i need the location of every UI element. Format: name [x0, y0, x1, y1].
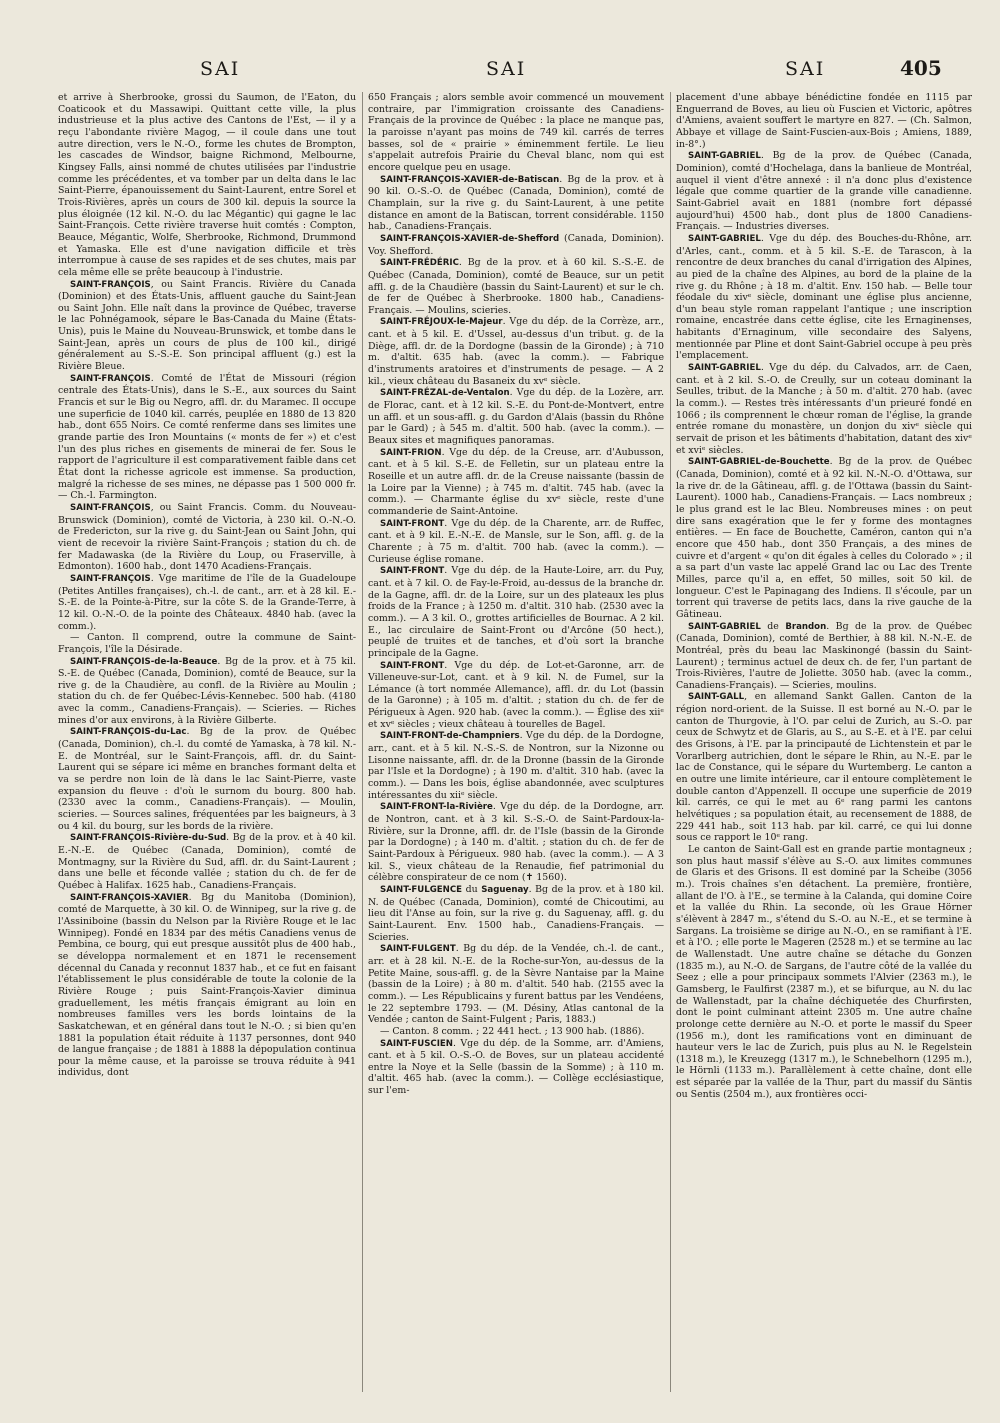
entry-headword: SAINT-FRÉJOUX-le-Majeur	[380, 317, 503, 328]
dictionary-entry	[58, 373, 356, 502]
entry-text: . Vge du dép. du Calvados, arr. de Caen, cant. et à 2 kil. S.-O. de Creully, sur un coteau dominant la Seulles, tribut. de la Manche ; à 50 m. d'altit. 270 hab. (avec la comm.). — Restes très intéressants d'un prieuré fondé en 1066 ; ils comprennent le chœur roman de l'église, la grande entrée romane du monastère, un donjon du xivᵉ siècle qui servait de prison et les bâtiments d'habitation, datant des xivᵉ et xviᵉ siècles.	[676, 362, 972, 456]
entry-text: . Bg du Manitoba (Dominion), comté de Marquette, à 30 kil. O. de Winnipeg, sur la rive g. de l'Assiniboine (bassin du Nelson par la Rivière Rouge et le lac Winnipeg). Fondé en 1834 par des métis Canadiens venus de Pembina, ce bourg, qui eut presque aussitôt plus de 400 hab., se développa normalement et en 1871 le recensement décennal du Canada y reconnut 1837 hab., et ce fut en faisant l'établissement le plus considérable de toute la colonie de la Rivière Rouge ; puis Saint-François-Xavier diminua graduellement, les métis français émigrant au loin en nombreuses familles vers les bords lointains de la Saskatchewan, et en général dans tout le N.-O. ; si bien qu'en 1881 la population était réduite à 1137 personnes, dont 940 de langue française ; de 1881 à 1888 la dépopulation continua pour la même cause, et la paroisse se trouva réduite à 941 individus, dont	[58, 891, 356, 1079]
dictionary-entry	[676, 691, 972, 844]
entry-headword: SAINT-GABRIEL	[688, 621, 761, 632]
dictionary-entry	[58, 832, 356, 891]
entry-headword: SAINT-GABRIEL	[688, 233, 761, 244]
entry-text: . Vge du dép. de la Corrèze, arr., cant. et à 5 kil. E. d'Ussel, au-dessus d'un tribut. g. de la Diège, affl. dr. de la Dordogne (bassin de la Gironde) ; à 710 m. d'altit. 635 hab. (avec la comm.). — Fabrique d'instruments aratoires et d'instruments de pesage. — A 2 kil., vieux château du Basaneix du xvᵉ siècle.	[368, 316, 664, 387]
dictionary-entry	[58, 656, 356, 727]
dictionary-entry	[368, 316, 664, 387]
entry-text: . Vge du dép. de la Creuse, arr. d'Aubusson, cant. et à 5 kil. S.-E. de Felletin, sur un plateau entre la Roseille et un autre affl. dr. de la Creuse naissante (bassin de la Loire par la Vienne) ; à 745 m. d'altit. 745 hab. (avec la comm.). — Charmante église du xvᵉ siècle, reste d'une commanderie de Saint-Antoine.	[368, 446, 664, 517]
entry-text: placement d'une abbaye bénédictine fondée en 1115 par Enguerrand de Boves, au lieu où Fuscien et Victoric, apôtres d'Amiens, avaient souffert le martyre en 827. — (Ch. Salmon, Abbaye et village de Saint-Fuscien-aux-Bois ; Amiens, 1889, in-8°.)	[676, 92, 972, 150]
entry-connector: du	[462, 883, 482, 895]
dictionary-entry	[58, 892, 356, 1080]
entry-headword: SAINT-FRANÇOIS	[70, 373, 151, 384]
entry-text: . Bg de la prov. de Québec (Canada, Dominion), comté et à 92 kil. N.-N.-O. d'Ottawa, sur la rive dr. de la Gâtineau, affl. g. de l'Ottawa (bassin du Saint-Laurent). 1000 hab., Canadiens-Français. — Lacs nombreux ; le plus grand est le lac Bleu. Nombreuses mines : on peut dire sans exagération que le fer y forme des montagnes entières. — En face de Bouchette, Caméron, canton qui n'a encore que 450 hab., dont 350 Français, a des mines de cuivre et d'argent « qu'on dit égales à celles du Colorado » ; il a sa part d'un vaste lac appelé Grand lac ou Lac des Trente Milles, parce qu'il a, en effet, 50 milles, soit 50 kil. de longueur. C'est le Papinagang des Indiens. Il s'écoule, par un torrent qui traverse de petits lacs, dans la rive gauche de la Gâtineau.	[676, 456, 972, 620]
column-rule	[670, 92, 671, 1392]
entry-text: . Bg de la prov. de Québec (Canada, Dominion), ch.-l. du comté de Yamaska, à 78 kil. N.-E. de Montréal, sur le Saint-François, affl. dr. du Saint-Laurent qui se sépare ici même en branches formant delta et va se perdre non loin de là dans le lac Saint-Pierre, vaste expansion du fleuve : d'où le surnom du bourg. 800 hab. (2330 avec la comm., Canadiens-Français). — Moulin, scieries. — Sources salines, fréquentées par les baigneurs, à 3 ou 4 kil. du bourg, sur les bords de la rivière.	[58, 726, 356, 832]
entry-text: . Bg de la prov. de Québec (Canada, Dominion), comté d'Hochelaga, dans la banlieue de Montréal, auquel il vient d'être annexé : il n'a donc plus d'existence légale que comme quartier de la grande ville canadienne. Saint-Gabriel avait en 1881 (nombre fort dépassé aujourd'hui) 4500 hab., dont plus de 1800 Canadiens-Français. — Industries diverses.	[676, 150, 972, 233]
entry-headword: SAINT-FUSCIEN	[380, 1038, 453, 1049]
dictionary-entry	[368, 884, 664, 943]
entry-headword: SAINT-GABRIEL-de-Bouchette	[688, 457, 830, 468]
entry-text: . Vge du dép. de la Haute-Loire, arr. du Puy, cant. et à 7 kil. O. de Fay-le-Froid, au-dessus de la branche dr. de la Gagne, affl. dr. de la Loire, sur un des plateaux les plus froids de la France ; à 1250 m. d'altit. 310 hab. (2530 avec la comm.). — A 3 kil. O., grottes artificielles de Bournac. A 2 kil. E., lac circulaire de Saint-Front ou d'Arcône (50 hect.), peuplé de truites et de tanches, et d'où sort la branche principale de la Gagne.	[368, 565, 664, 659]
dictionary-entry	[676, 233, 972, 362]
dictionary-entry	[368, 518, 664, 566]
entry-headword: SAINT-FRÉDÉRIC	[380, 258, 459, 269]
entry-headword: SAINT-GABRIEL	[688, 363, 761, 374]
entry-headword: SAINT-FRANÇOIS	[70, 279, 151, 290]
entry-headword: SAINT-GABRIEL	[688, 151, 761, 162]
dictionary-entry	[368, 174, 664, 233]
dictionary-entry	[676, 362, 972, 456]
entry-continuation	[676, 92, 972, 150]
column-rule	[362, 92, 363, 1392]
entry-text: , en allemand Sankt Gallen. Canton de la région nord-orient. de la Suisse. Il est borné au N.-O. par le canton de Thurgovie, à l'O. par celui de Zurich, au S.-O. par ceux de Schwytz et de Glaris, au S., au S.-E. et à l'E. par celui des Grisons, à l'E. par la principauté de Lichtenstein et par le Vorarlberg autrichien, dont le sépare le Rhin, au N.-E. par le lac de Constance, qui le sépare du Wurtemberg. Le canton a en outre une limite intérieure, car il entoure complètement le double canton d'Appenzell. Il occupe une superficie de 2019 kil. carrés, ce qui le met au 6ᵉ rang parmi les cantons helvétiques ; sa population était, au recensement de 1888, de 229 441 hab., soit 113 hab. par kil. carré, ce qui lui donne sous ce rapport le 10ᵉ rang.	[676, 691, 972, 844]
dictionary-entry	[368, 233, 664, 257]
entry-text: . Vge du dép. de la Dordogne, arr., cant. et à 5 kil. N.-S.-S. de Nontron, sur la Nizonne ou Lisonne naissante, affl. dr. de la Dronne (bassin de la Gironde par l'Isle et la Dordogne) ; à 190 m. d'altit. 310 hab. (avec la comm.). — Dans les bois, église abandonnée, avec sculptures intéressantes du xiiᵉ siècle.	[368, 730, 664, 801]
dictionary-entry	[368, 801, 664, 884]
entry-headword: SAINT-FULGENT	[380, 944, 456, 955]
page-number: 405	[900, 56, 942, 80]
entry-text: . Comté de l'État de Missouri (région centrale des États-Unis), dans le S.-E., aux sources du Saint Francis et sur le Big ou Negro, affl. dr. du Maramec. Il occupe une superficie de 1040 kil. carrés, peuplée en 1880 de 13 820 hab., dont 655 Noirs. Ce comté renferme dans ses limites une grande partie des Iron Mountains (« monts de fer ») et c'est l'un des plus riches en gisements de minerai de fer. Sous le rapport de l'agriculture il est comparativement faible dans cet État dont la richesse agricole est immense. Sa production, malgré la richesse de ses mines, ne dépasse pas 1 500 000 fr. — Ch.-l. Farmington.	[58, 372, 356, 502]
entry-text: . Bg de la prov. de Québec (Canada, Dominion), comté de Berthier, à 88 kil. N.-N.-E. de Montréal, près du beau lac Maskinongé (bassin du Saint-Laurent) ; terminus actuel de deux ch. de fer, l'un partant de Trois-Rivières, l'autre de Joliette. 3050 hab. (avec la comm., Canadiens-Français). — Scieries, moulins.	[676, 620, 972, 691]
entry-headword: SAINT-FRONT-de-Champniers	[380, 731, 520, 742]
entry-headword: SAINT-FRONT	[380, 566, 445, 577]
running-head-left: SAI	[200, 58, 241, 80]
entry-text: (Canada, Dominion). Voy. Shefford.	[368, 232, 664, 257]
dictionary-entry	[368, 660, 664, 731]
dictionary-entry	[368, 257, 664, 316]
entry-headword-qualifier: Saguenay	[481, 884, 529, 895]
text-column-right	[676, 92, 972, 1392]
text-column-middle	[368, 92, 664, 1392]
entry-text: . Vge du dép. de la Lozère, arr. de Florac, cant. et à 12 kil. S.-E. du Pont-de-Montvert, entre un affl. et un sous-affl. g. du Gardon d'Alais (bassin du Rhône par le Gard) ; à 545 m. d'altit. 500 hab. (avec la comm.). — Beaux sites et magnifiques panoramas.	[368, 387, 664, 447]
entry-text: . Vge du dép. de la Charente, arr. de Ruffec, cant. et à 9 kil. E.-N.-E. de Mansle, sur le Son, affl. g. de la Charente ; à 75 m. d'altit. 700 hab. (avec la comm.). — Curieuse église romane.	[368, 517, 664, 565]
entry-text: Le canton de Saint-Gall est en grande partie montagneux ; son plus haut massif s'élève au S.-O. aux limites communes de Glaris et des Grisons. Il est dominé par la Scheibe (3056 m.). Trois chaînes s'en détachent. La première, frontière, allant de l'O. à l'E., se termine à la Calanda, qui domine Coire et la vallée du Rhin. La seconde, où les Graue Hörner s'élèvent à 2847 m., s'étend du S.-O. au N.-E., et se termine à Sargans. La troisième se dirige au N.-O., en se ramifiant à l'E. et à l'O. ; elle porte le Mageren (2528 m.) et se termine au lac de Wallenstadt. Une autre chaîne se détache du Gonzen (1835 m.), au N.-O. de Sargans, de l'autre côté de la vallée du Seez ; elle a pour principaux sommets l'Alvier (2363 m.), le Gamsberg, le Faulfirst (2387 m.), et se bifurque, au N. du lac de Wallenstadt, par la chaîne déchiquetée des Churfirsten, dont le point culminant atteint 2305 m. Une autre chaîne prolonge cette dernière au N.-O. et porte le massif du Speer (1956 m.), dont les ramifications vont en diminuant de hauteur vers le lac de Zurich, puis plus au N. le Regelstein (1318 m.), le Kreuzegg (1317 m.), le Schnebelhorn (1295 m.), le Hörnli (1133 m.). Parallèlement à cette chaîne, dont elle est séparée par la vallée de la Thur, part du massif du Säntis ou Sentis (2504 m.), aux frontières occi-	[676, 844, 972, 1100]
dictionary-entry	[58, 573, 356, 632]
entry-text: — Canton. 8 comm. ; 22 441 hect. ; 13 900 hab. (1886).	[380, 1025, 645, 1037]
entry-continuation	[368, 92, 664, 174]
entry-text: , ou Saint Francis. Rivière du Canada (Dominion) et des États-Unis, affluent gauche du Saint-Jean ou Saint John. Elle naît dans la province de Québec, traverse le lac Pohnégamook, sépare le Bas-Canada du Maine (États-Unis), puis le Maine du Nouveau-Brunswick, et tombe dans le Saint-Jean, après un cours de plus de 100 kil., dirigé généralement au S.-S.-E. Son principal affluent (g.) est la Rivière Bleue.	[58, 278, 356, 373]
dictionary-entry	[368, 730, 664, 801]
entry-headword: SAINT-FRANÇOIS-du-Lac	[70, 727, 187, 738]
dictionary-entry	[676, 456, 972, 620]
text-column-left	[58, 92, 356, 1392]
entry-continuation	[58, 632, 356, 655]
dictionary-entry	[58, 502, 356, 573]
entry-text: . Bg de la prov. et à 60 kil. S.-S.-E. de Québec (Canada, Dominion), comté de Beauce, sur un petit affl. g. de la Chaudière (bassin du Saint-Laurent) et sur le ch. de fer de Québec à Sherbrooke. 1800 hab., Canadiens-Français. — Moulins, scieries.	[368, 257, 664, 316]
entry-headword: SAINT-FRONT	[380, 518, 445, 529]
entry-headword: SAINT-FRONT	[380, 660, 445, 671]
entry-headword-qualifier: Brandon	[785, 621, 827, 632]
entry-headword: SAINT-FRANÇOIS-Rivière-du-Sud	[70, 833, 227, 844]
dictionary-entry	[676, 621, 972, 692]
entry-text: . Bg de la prov. et à 75 kil. S.-E. de Québec (Canada, Dominion), comté de Beauce, sur la rive g. de la Chaudière, au confl. de la Rivière au Moulin ; station du ch. de fer Québec-Lévis-Kennebec. 500 hab. (4180 avec la comm., Canadiens-Français). — Scieries. — Riches mines d'or aux environs, à la Rivière Gilberte.	[58, 655, 356, 726]
entry-text: 650 Français ; alors semble avoir commencé un mouvement contraire, par l'immigration croissante des Canadiens-Français de la province de Québec : la place ne manque pas, la paroisse n'ayant pas moins de 749 kil. carrés de terres basses, sol de « prairie » éminemment fertile. Le lieu s'appelait autrefois Prairie du Cheval blanc, nom qui est encore quelque peu en usage.	[368, 92, 664, 173]
entry-text: . Vge maritime de l'île de la Guadeloupe (Petites Antilles françaises), ch.-l. de cant., arr. et à 28 kil. E.-S.-E. de la Pointe-à-Pitre, sur la côte S. de la Grande-Terre, à 12 kil. O.-N.-O. de la pointe des Châteaux. 4840 hab. (avec la comm.).	[58, 572, 356, 632]
entry-text: . Bg de la prov. et à 40 kil. E.-N.-E. de Québec (Canada, Dominion), comté de Montmagny, sur la Rivière du Sud, affl. dr. du Saint-Laurent ; dans une belle et féconde vallée ; station du ch. de fer de Québec à Halifax. 1625 hab., Canadiens-Français.	[58, 832, 356, 891]
dictionary-entry	[368, 1038, 664, 1097]
dictionary-entry	[368, 447, 664, 518]
entry-continuation	[58, 92, 356, 279]
entry-headword: SAINT-FULGENCE	[380, 884, 463, 895]
entry-text: . Vge du dép. de Lot-et-Garonne, arr. de Villeneuve-sur-Lot, cant. et à 9 kil. N. de Fumel, sur la Lémance (à tort nommée Allemance), affl. dr. du Lot (bassin de la Garonne) ; à 105 m. d'altit. ; station du ch. de fer de Périgueux à Agen. 920 hab. (avec la comm.). — Église des xiiᵉ et xvᵉ siècles ; vieux château à tourelles de Bagel.	[368, 659, 664, 730]
running-head-right: SAI	[785, 58, 826, 80]
entry-continuation	[368, 1026, 664, 1038]
dictionary-entry	[58, 279, 356, 373]
entry-text: — Canton. Il comprend, outre la commune de Saint-François, l'île la Désirade.	[58, 632, 356, 655]
entry-headword: SAINT-FRANÇOIS	[70, 502, 151, 513]
entry-text: . Vge du dép. de la Dordogne, arr. de Nontron, cant. et à 3 kil. S.-S.-O. de Saint-Pardoux-la-Rivière, sur la Dronne, affl. dr. de l'Isle (bassin de la Gironde par la Dordogne) ; à 140 m. d'altit. ; station du ch. de fer de Saint-Pardoux à Périgueux. 980 hab. (avec la comm.). — A 3 kil. S., vieux château de la Renaudie, fief patrimonial du célèbre conspirateur de ce nom (✝ 1560).	[368, 801, 664, 884]
dictionary-entry	[368, 943, 664, 1026]
entry-headword: SAINT-GALL	[688, 692, 745, 703]
entry-continuation	[676, 844, 972, 1100]
entry-text: et arrive à Sherbrooke, grossi du Saumon, de l'Eaton, du Coaticook et du Massawipi. Quittant cette ville, la plus industrieuse et la plus active des Cantons de l'Est, — il y a reçu l'abondante rivière Magog, — il coule dans une tout autre direction, vers le N.-O., forme les chutes de Brompton, les cascades de Windsor, baigne Richmond, Melbourne, Kingsey Falls, ainsi nommé de chutes utilisées par l'industrie comme les précédentes, et va tomber par un delta dans le lac Saint-Pierre, épanouissement du Saint-Laurent, entre Sorel et Trois-Rivières, après un cours de 300 kil. depuis la source la plus éloignée (12 kil. N.-O. du lac Mégantic) qui gagne le lac Saint-François. Cette rivière traverse huit comtés : Compton, Beauce, Mégantic, Wolfe, Sherbrooke, Richmond, Drummond et Yamaska. Elle est d'une navigation difficile et très interrompue à cause de ses rapides et de ses chutes, mais par cela même elle se prête beaucoup à l'industrie.	[58, 92, 356, 278]
entry-headword: SAINT-FRANÇOIS-XAVIER-de-Batiscan	[380, 174, 560, 185]
dictionary-entry	[368, 387, 664, 446]
entry-connector: de	[760, 620, 786, 632]
entry-text: . Vge du dép. des Bouches-du-Rhône, arr. d'Arles, cant., comm. et à 5 kil. S.-E. de Tarascon, à la rencontre de deux branches du canal d'irrigation des Alpines, au pied de la chaîne des Alpines, au bord de la plaine de la rive g. du Rhône ; à 18 m. d'altit. Env. 150 hab. — Belle tour féodale du xivᵉ siècle, dominant une église plus ancienne, d'un beau style roman rappelant l'antique ; une inscription romaine, encastrée dans cette église, cite les Ernaginenses, habitants d'Ernaginum, ville secondaire des Salyens, mentionnée par Pline et dont Saint-Gabriel occupe à peu près l'emplacement.	[676, 232, 972, 362]
entry-text: . Bg de la prov. et à 180 kil. N. de Québec (Canada, Dominion), comté de Chicoutimi, au lieu dit l'Anse au foin, sur la rive g. du Saguenay, affl. g. du Saint-Laurent. Env. 1500 hab., Canadiens-Français. — Scieries.	[368, 883, 664, 943]
entry-text: . Vge du dép. de la Somme, arr. d'Amiens, cant. et à 5 kil. O.-S.-O. de Boves, sur un plateau accidenté entre la Noye et la Selle (bassin de la Somme) ; à 110 m. d'altit. 465 hab. (avec la comm.). — Collège ecclésiastique, sur l'em-	[368, 1037, 664, 1097]
entry-headword: SAINT-FRONT-la-Rivière	[380, 802, 493, 813]
dictionary-entry	[58, 726, 356, 832]
dictionary-entry	[676, 150, 972, 233]
entry-text: , ou Saint Francis. Comm. du Nouveau-Brunswick (Dominion), comté de Victoria, à 230 kil. O.-N.-O. de Fredericton, sur la rive g. du Saint-Jean ou Saint John, qui vient de recevoir la rivière Saint-François ; station du ch. de fer Madawaska (de la Rivière du Loup, ou Fraserville, à Edmonton). 1600 hab., dont 1470 Acadiens-Français.	[58, 501, 356, 573]
entry-headword: SAINT-FRANÇOIS-XAVIER	[70, 892, 189, 903]
entry-headword: SAINT-FRION	[380, 447, 442, 458]
entry-text: . Bg du dép. de la Vendée, ch.-l. de cant., arr. et à 28 kil. N.-E. de la Roche-sur-Yon, au-dessus de la Petite Maine, sous-affl. g. de la Sèvre Nantaise par la Maine (bassin de la Loire) ; à 80 m. d'altit. 540 hab. (2155 avec la comm.). — Les Républicains y furent battus par les Vendéens, le 22 septembre 1793. — (M. Désiny, Atlas cantonal de la Vendée ; canton de Saint-Fulgent ; Paris, 1883.)	[368, 943, 664, 1026]
running-head-center: SAI	[486, 58, 527, 80]
entry-headword: SAINT-FRANÇOIS	[70, 573, 151, 584]
dictionary-entry	[368, 565, 664, 659]
entry-headword: SAINT-FRANÇOIS-XAVIER-de-Shefford	[380, 233, 560, 244]
entry-text: . Bg de la prov. et à 90 kil. O.-S.-O. de Québec (Canada, Dominion), comté de Champlain, sur la rive g. du Saint-Laurent, à une petite distance en amont de la Batiscan, torrent considérable. 1150 hab., Canadiens-Français.	[368, 173, 664, 233]
entry-headword: SAINT-FRÉZAL-de-Ventalon	[380, 388, 510, 399]
entry-headword: SAINT-FRANÇOIS-de-la-Beauce	[70, 656, 218, 667]
